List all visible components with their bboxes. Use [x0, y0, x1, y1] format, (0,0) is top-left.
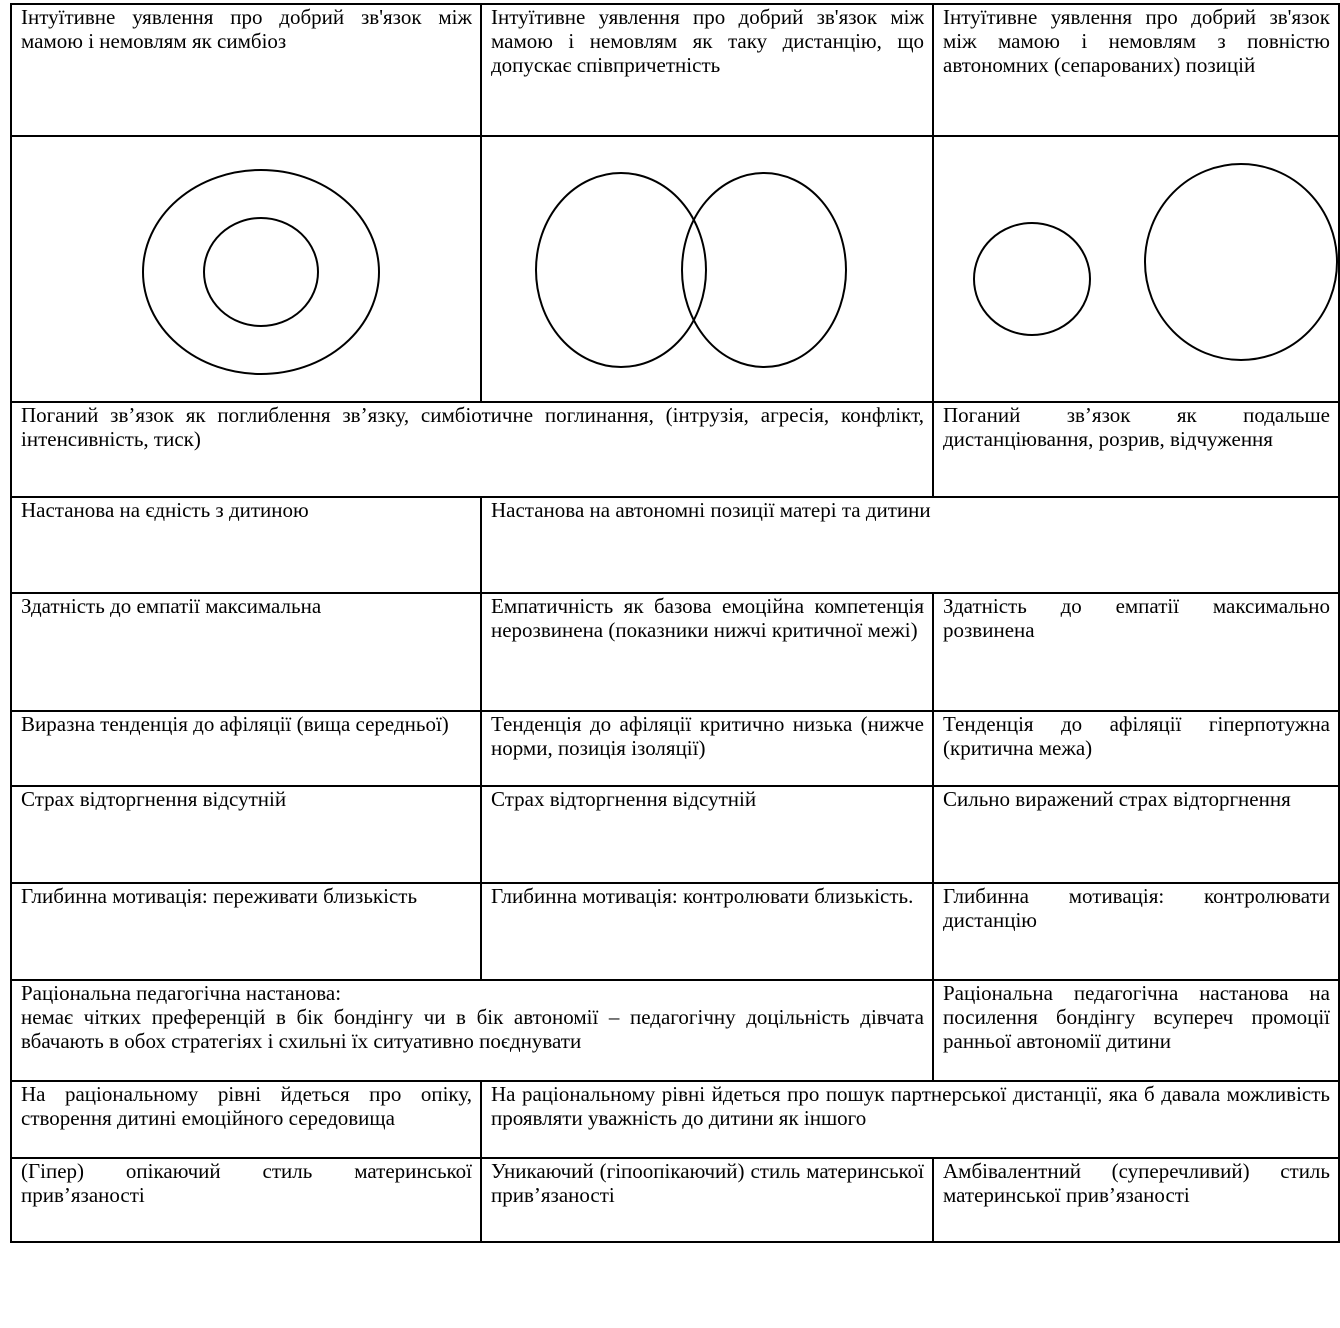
large-circle — [1145, 164, 1337, 360]
cell-bad-bond-absorption: Поганий зв’язок як поглиблення зв’язку, симбіотичне поглинання, (інтрузія, агресія, конфлікт, інтенсивність, тиск) — [11, 402, 933, 497]
table-row — [11, 786, 1339, 883]
table-row — [11, 980, 1339, 1081]
table-row — [11, 883, 1339, 980]
separate-circles-figure — [943, 137, 1339, 401]
cell-rational-setting-mixed: Раціональна педагогічна настанова: немає чітких преференцій в бік бондінгу чи в бік автономії – педагогічну доцільність дівчата вбачають в обох стратегіях і схильні їх ситуативно поєднувати — [11, 980, 933, 1081]
cell-style-ambivalent: Амбівалентний (суперечливий) стиль материнської прив’язаності — [933, 1158, 1339, 1242]
outer-circle — [143, 170, 379, 374]
cell-autonomy-setting: Настанова на автономні позиції матері та дитини — [481, 497, 1339, 593]
cell-empathy-2: Емпатичність як базова емоційна компетенція нерозвинена (показники нижчі критичної межі) — [481, 593, 933, 711]
table-row — [11, 1158, 1339, 1242]
separate-circles-diagram — [933, 136, 1339, 402]
concentric-circles-diagram — [11, 136, 481, 402]
concentric-circles-figure — [21, 137, 481, 401]
cell-empathy-1: Здатність до емпатії максимальна — [11, 593, 481, 711]
cell-motivation-2: Глибинна мотивація: контролювати близькість. — [481, 883, 933, 980]
table-row — [11, 711, 1339, 786]
table-row — [11, 402, 1339, 497]
cell-affiliation-1: Виразна тенденція до афіляції (вища середньої) — [11, 711, 481, 786]
cell-rejection-fear-1: Страх відторгнення відсутній — [11, 786, 481, 883]
cell-bad-bond-distancing: Поганий зв’язок як подальше дистанціювання, розрив, відчуження — [933, 402, 1339, 497]
cell-rational-care: На раціональному рівні йдеться про опіку, створення дитині емоційного середовища — [11, 1081, 481, 1158]
small-circle — [974, 223, 1090, 335]
table-row — [11, 593, 1339, 711]
cell-motivation-1: Глибинна мотивація: переживати близькість — [11, 883, 481, 980]
diagram-row — [11, 136, 1339, 402]
table-row — [11, 4, 1339, 136]
cell-empathy-3: Здатність до емпатії максимально розвинена — [933, 593, 1339, 711]
cell-distance-intuition: Інтуїтивне уявлення про добрий зв'язок між мамою і немовлям як таку дистанцію, що допускає співпричетність — [481, 4, 933, 136]
cell-rational-setting-bonding: Раціональна педагогічна настанова на посилення бондінгу всупереч промоції ранньої автономії дитини — [933, 980, 1339, 1081]
table-row — [11, 1081, 1339, 1158]
overlapping-circles-figure — [491, 137, 933, 401]
cell-autonomy-intuition: Інтуїтивне уявлення про добрий зв'язок між мамою і немовлям з повністю автономних (сепарованих) позицій — [933, 4, 1339, 136]
cell-symbiosis-intuition: Інтуїтивне уявлення про добрий зв'язок між мамою і немовлям як симбіоз — [11, 4, 481, 136]
table-row — [11, 497, 1339, 593]
cell-unity-setting: Настанова на єдність з дитиною — [11, 497, 481, 593]
overlapping-circles-diagram — [481, 136, 933, 402]
cell-style-hypercare: (Гіпер) опікаючий стиль материнської прив’язаності — [11, 1158, 481, 1242]
cell-style-avoidant: Уникаючий (гіпоопікаючий) стиль материнської прив’язаності — [481, 1158, 933, 1242]
left-circle — [536, 173, 706, 367]
inner-circle — [204, 218, 318, 326]
cell-rational-distance: На раціональному рівні йдеться про пошук партнерської дистанції, яка б давала можливість проявляти уважність до дитини як іншого — [481, 1081, 1339, 1158]
cell-rejection-fear-3: Сильно виражений страх відторгнення — [933, 786, 1339, 883]
cell-affiliation-3: Тенденція до афіляції гіперпотужна (критична межа) — [933, 711, 1339, 786]
cell-affiliation-2: Тенденція до афіляції критично низька (нижче норми, позиція ізоляції) — [481, 711, 933, 786]
cell-motivation-3: Глибинна мотивація: контролювати дистанцію — [933, 883, 1339, 980]
attachment-comparison-table — [10, 3, 1340, 1243]
cell-rejection-fear-2: Страх відторгнення відсутній — [481, 786, 933, 883]
